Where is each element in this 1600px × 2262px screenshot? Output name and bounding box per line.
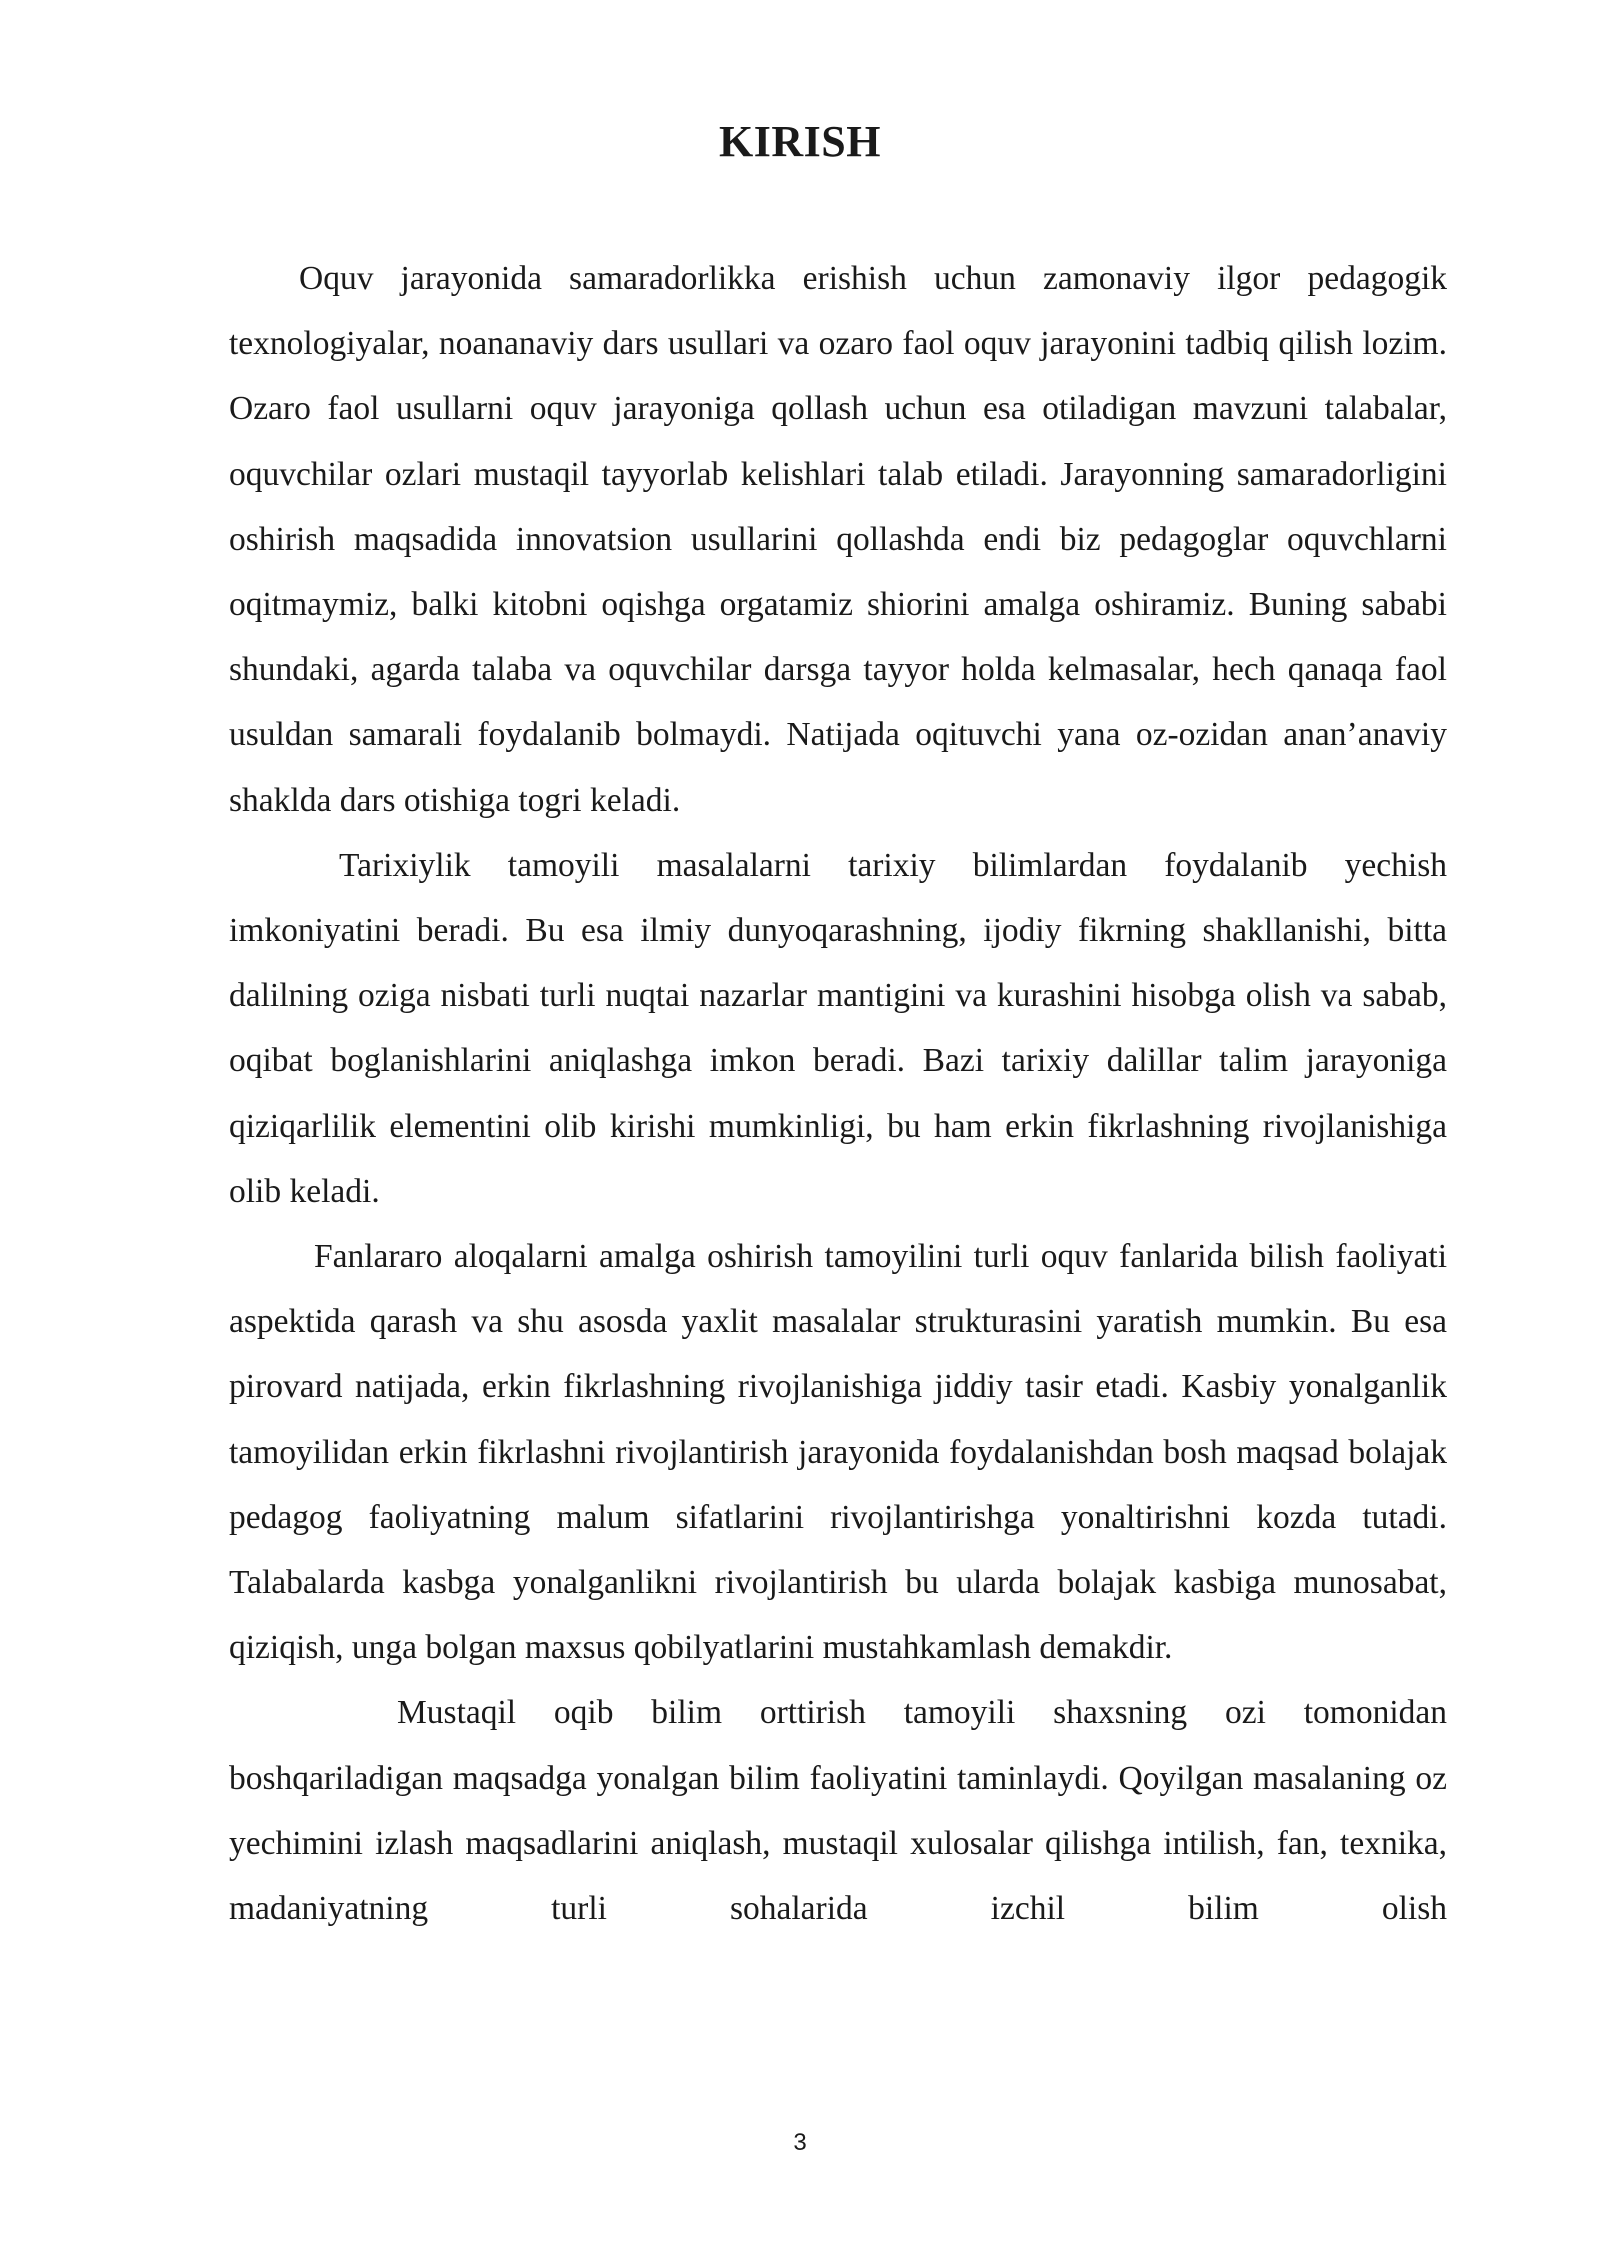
- page-title: KIRISH: [719, 117, 881, 166]
- paragraph-interdisciplinary: Fanlararo aloqalarni amalga oshirish tamoyilini turli oquv fanlarida bilish faoliyati aspektida qarash va shu asosda yaxlit masalalar strukturasini yaratish mumkin. Bu esa pirovard natijada, erkin fikrlashning rivojlanishiga jiddiy tasir etadi. Kasbiy yonalganlik tamoyilidan erkin fikrlashni rivojlantirish jarayonida foydalanishdan bosh maqsad bolajak pedagog faoliyatning malum sifatlarini rivojlantirishga yonaltirishni kozda tutadi. Talabalarda kasbga yonalganlikni rivojlantirish bu ularda bolajak kasbiga munosabat, qiziqish, unga bolgan maxsus qobilyatlarini mustahkamlash demakdir.: [229, 1238, 1447, 1667]
- paragraph-independent-learning: Mustaqil oqib bilim orttirish tamoyili shaxsning ozi tomonidan boshqariladigan maqsadga yonalgan bilim faoliyatini taminlaydi. Qoyilgan masalaning oz yechimini izlash maqsadlarini aniqlash, mustaqil xulosalar qilishga intilish, fan, texnika, madaniyatning turli sohalarida izchil bilim olish: [229, 1694, 1447, 1928]
- page-number: 3: [793, 2129, 807, 2156]
- paragraph-historicity: Tarixiylik tamoyili masalalarni tarixiy bilimlardan foydalanib yechish imkoniyatini beradi. Bu esa ilmiy dunyoqarashning, ijodiy fikrning shakllanishi, bitta dalilning oziga nisbati turli nuqtai nazarlar mantigini va kurashini hisobga olish va sabab, oqibat boglanishlarini aniqlashga imkon beradi. Bazi tarixiy dalillar talim jarayoniga qiziqarlilik elementini olib kirishi mumkinligi, bu ham erkin fikrlashning rivojlanishiga olib keladi.: [229, 846, 1447, 1210]
- paragraph-intro: Oquv jarayonida samaradorlikka erishish uchun zamonaviy ilgor pedagogik texnologiyalar, noananaviy dars usullari va ozaro faol oquv jarayonini tadbiq qilish lozim. Ozaro faol usullarni oquv jarayoniga qollash uchun esa otiladigan mavzuni talabalar, oquvchilar ozlari mustaqil tayyorlab kelishlari talab etiladi. Jarayonning samaradorligini oshirish maqsadida innovatsion usullarini qollashda endi biz pedagoglar oquvchlarni oqitmaymiz, balki kitobni oqishga orgatamiz shiorini amalga oshiramiz. Buning sababi shundaki, agarda talaba va oquvchilar darsga tayyor holda kelmasalar, hech qanaqa faol usuldan samarali foydalanib bolmaydi. Natijada oqituvchi yana oz-ozidan anan’anaviy shaklda dars otishiga togri keladi.: [229, 260, 1447, 819]
- body-text: [229, 246, 1447, 1941]
